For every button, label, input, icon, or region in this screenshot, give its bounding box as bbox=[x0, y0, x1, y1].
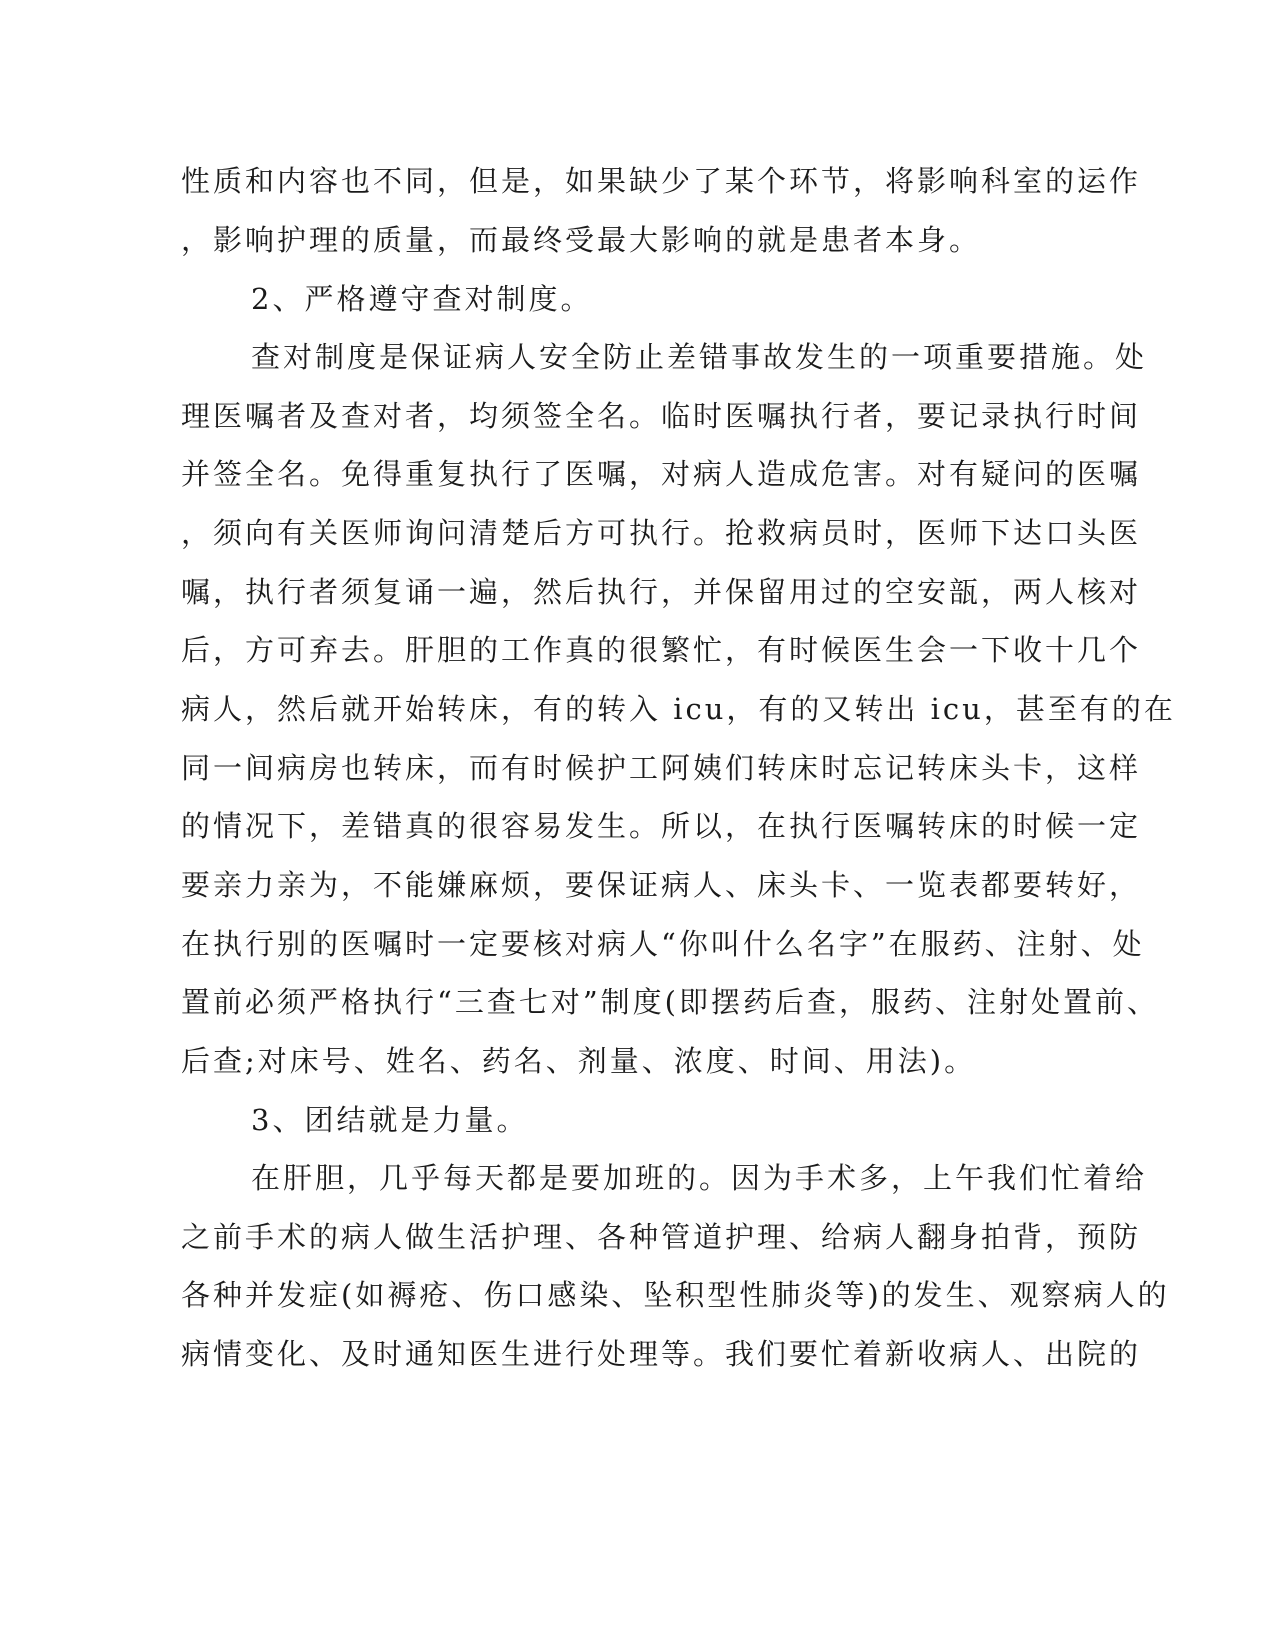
paragraph-line: 并签全名。免得重复执行了医嘱，对病人造成危害。对有疑问的医嘱 bbox=[181, 457, 1142, 491]
paragraph-line: 在执行别的医嘱时一定要核对病人“你叫什么名字”在服药、注射、处 bbox=[181, 927, 1145, 961]
paragraph-line: 的情况下，差错真的很容易发生。所以，在执行医嘱转床的时候一定 bbox=[181, 809, 1142, 843]
paragraph-line: 理医嘱者及查对者，均须签全名。临时医嘱执行者，要记录执行时间 bbox=[181, 399, 1142, 433]
paragraph-line: 病情变化、及时通知医生进行处理等。我们要忙着新收病人、出院的 bbox=[181, 1337, 1142, 1371]
paragraph-line: 要亲力亲为，不能嫌麻烦，要保证病人、床头卡、一览表都要转好， bbox=[181, 868, 1142, 902]
paragraph-line: 查对制度是保证病人安全防止差错事故发生的一项重要措施。处 bbox=[251, 340, 1148, 374]
paragraph-line: 在肝胆，几乎每天都是要加班的。因为手术多，上午我们忙着给 bbox=[251, 1161, 1148, 1195]
paragraph-line: ，须向有关医师询问清楚后方可执行。抢救病员时，医师下达口头医 bbox=[181, 516, 1142, 550]
paragraph-line: 之前手术的病人做生活护理、各种管道护理、给病人翻身拍背，预防 bbox=[181, 1220, 1142, 1254]
paragraph-line: 置前必须严格执行“三查七对”制度(即摆药后查，服药、注射处置前、 bbox=[181, 985, 1159, 1019]
paragraph-line: 后，方可弃去。肝胆的工作真的很繁忙，有时候医生会一下收十几个 bbox=[181, 633, 1142, 667]
paragraph-line: 各种并发症(如褥疮、伤口感染、坠积型性肺炎等)的发生、观察病人的 bbox=[181, 1278, 1170, 1312]
paragraph-line: 嘱，执行者须复诵一遍，然后执行，并保留用过的空安瓿，两人核对 bbox=[181, 575, 1142, 609]
paragraph-line: 同一间病房也转床，而有时候护工阿姨们转床时忘记转床头卡，这样 bbox=[181, 751, 1142, 785]
paragraph-line: 病人，然后就开始转床，有的转入 icu，有的又转出 icu，甚至有的在 bbox=[181, 692, 1176, 726]
paragraph-line: 性质和内容也不同，但是，如果缺少了某个环节，将影响科室的运作 bbox=[181, 164, 1142, 198]
section-heading: 3、团结就是力量。 bbox=[251, 1103, 529, 1137]
section-heading: 2、严格遵守查对制度。 bbox=[251, 282, 593, 316]
paragraph-line: 后查;对床号、姓名、药名、剂量、浓度、时间、用法)。 bbox=[181, 1044, 977, 1078]
paragraph-line: ，影响护理的质量，而最终受最大影响的就是患者本身。 bbox=[181, 223, 982, 257]
